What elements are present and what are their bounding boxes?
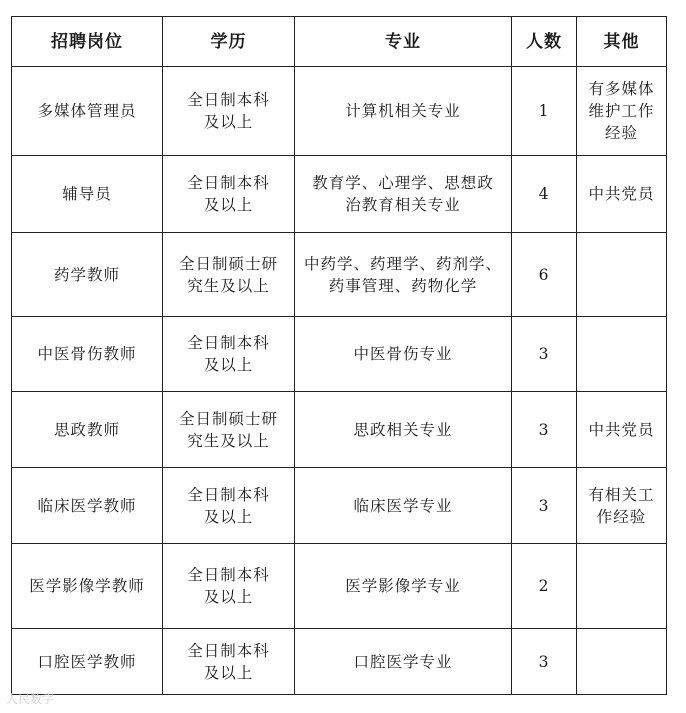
table-row — [12, 392, 667, 468]
count-cell: 4 — [512, 156, 577, 233]
education-cell: 全日制本科 及以上 — [163, 156, 295, 233]
education-cell: 全日制本科 及以上 — [163, 317, 295, 392]
count-cell: 3 — [512, 629, 577, 695]
major-cell: 医学影像学专业 — [295, 544, 512, 629]
education-cell: 全日制本科 及以上 — [163, 67, 295, 156]
other-cell — [577, 317, 667, 392]
major-cell: 计算机相关专业 — [295, 67, 512, 156]
table-header-row — [12, 17, 667, 67]
education-cell: 全日制硕士研 究生及以上 — [163, 233, 295, 317]
education-cell: 全日制本科 及以上 — [163, 629, 295, 695]
recruitment-table — [11, 16, 667, 695]
other-cell — [577, 544, 667, 629]
education-cell: 全日制本科 及以上 — [163, 544, 295, 629]
header-count: 人数 — [512, 17, 577, 67]
position-cell: 口腔医学教师 — [12, 629, 163, 695]
table-row — [12, 156, 667, 233]
other-cell: 中共党员 — [577, 156, 667, 233]
major-cell: 临床医学专业 — [295, 468, 512, 544]
other-cell — [577, 629, 667, 695]
education-cell: 全日制本科 及以上 — [163, 468, 295, 544]
other-cell — [577, 233, 667, 317]
count-cell: 3 — [512, 317, 577, 392]
count-cell: 3 — [512, 468, 577, 544]
position-cell: 思政教师 — [12, 392, 163, 468]
position-cell: 辅导员 — [12, 156, 163, 233]
position-cell: 医学影像学教师 — [12, 544, 163, 629]
major-cell: 思政相关专业 — [295, 392, 512, 468]
education-cell: 全日制硕士研 究生及以上 — [163, 392, 295, 468]
count-cell: 1 — [512, 67, 577, 156]
count-cell: 6 — [512, 233, 577, 317]
header-position: 招聘岗位 — [12, 17, 163, 67]
table-row — [12, 317, 667, 392]
position-cell: 临床医学教师 — [12, 468, 163, 544]
major-cell: 中药学、药理学、药剂学、 药事管理、药物化学 — [295, 233, 512, 317]
table-row — [12, 233, 667, 317]
table-row — [12, 544, 667, 629]
table-row — [12, 468, 667, 544]
position-cell: 中医骨伤教师 — [12, 317, 163, 392]
position-cell: 多媒体管理员 — [12, 67, 163, 156]
other-cell: 有多媒体 维护工作 经验 — [577, 67, 667, 156]
major-cell: 口腔医学专业 — [295, 629, 512, 695]
other-cell: 有相关工 作经验 — [577, 468, 667, 544]
header-major: 专业 — [295, 17, 512, 67]
major-cell: 教育学、心理学、思想政 治教育相关专业 — [295, 156, 512, 233]
position-cell: 药学教师 — [12, 233, 163, 317]
header-other: 其他 — [577, 17, 667, 67]
major-cell: 中医骨伤专业 — [295, 317, 512, 392]
watermark-text: 人民数字 — [6, 692, 55, 706]
table-row — [12, 67, 667, 156]
table-row — [12, 629, 667, 695]
other-cell: 中共党员 — [577, 392, 667, 468]
count-cell: 2 — [512, 544, 577, 629]
count-cell: 3 — [512, 392, 577, 468]
header-education: 学历 — [163, 17, 295, 67]
